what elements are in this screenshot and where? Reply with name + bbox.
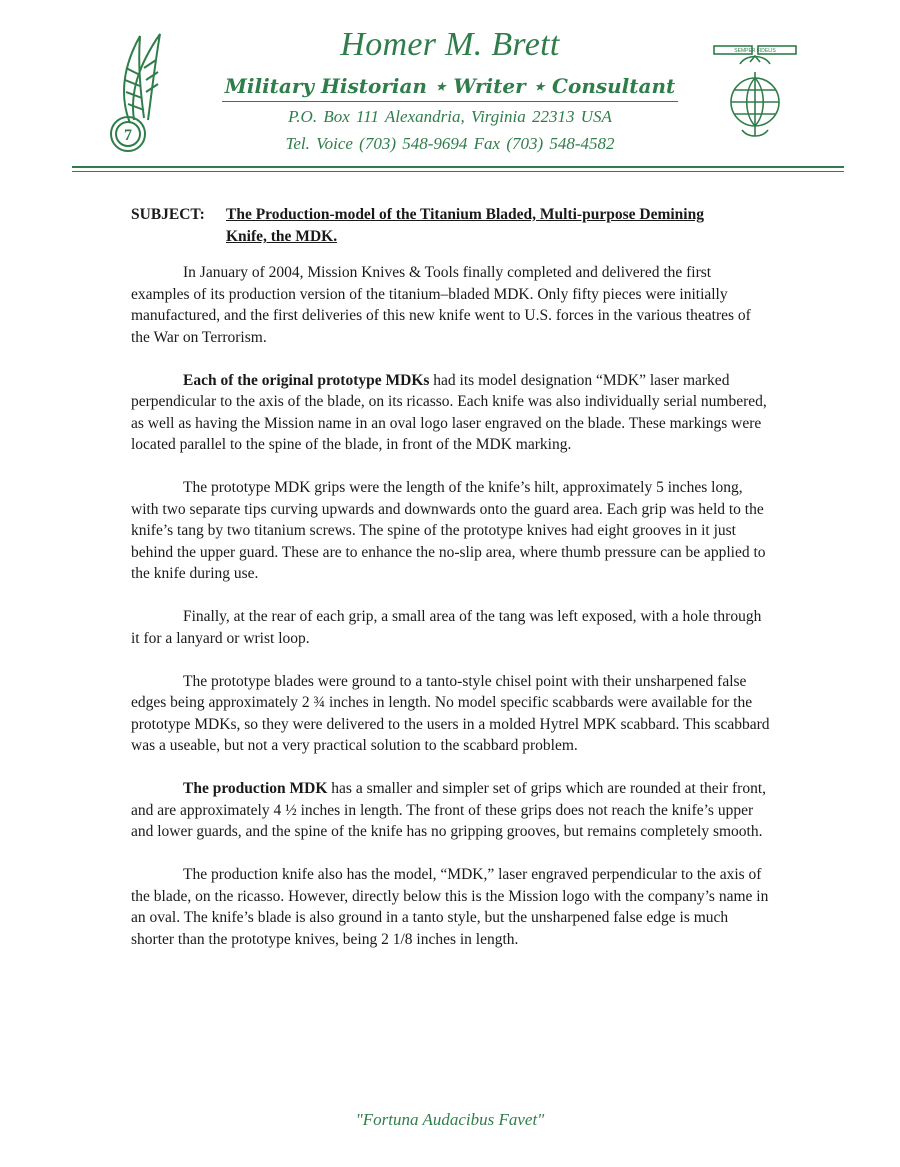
paragraph-text: The prototype blades were ground to a tanto-style chisel point with their unsharpened false edges being approximately 2 ¾ inches in length. No model specific scabbards were available for the prototype MDKs, so they were delivered to the users in a molded Hytrel MPK scabbard. This scabbard was a useable, but not a very practical solution to the scabbard problem.: [131, 672, 770, 754]
paragraph-text: The production knife also has the model, “MDK,” laser engraved perpendicular to the axis of the blade, on the ricasso. However, directly below this is the Mission logo with the company’s name in an oval. The knife’s blade is also ground in a tanto style, but the unsharpened false edge is much shorter than the prototype knives, being 2 1/8 inches in length.: [131, 866, 769, 948]
paragraph-text: In January of 2004, Mission Knives & Tools finally completed and delivered the first examples of its production version of the titanium–bladed MDK. Only fifty pieces were initially manufactured, and the first deliveries of this new knife went to U.S. forces in the various theatres of the War on Terrorism.: [131, 264, 751, 346]
letter-body: [131, 262, 771, 972]
motto-ribbon-text: SEMPER FIDELIS: [734, 48, 776, 54]
paragraph-1: [131, 262, 771, 348]
paragraph-text: The prototype MDK grips were the length of the knife’s hilt, approximately 5 inches long, with two separate tips curving upwards and downwards onto the guard area. Each grip was held to the knife’s tang by two titanium screws. The spine of the prototype knives had eight grooves in it just behind the upper guard. These are to enhance the no-slip area, where thumb pressure can be applied to the knife during use.: [131, 479, 766, 582]
paragraph-text: has a smaller and simpler set of grips which are rounded at their front, and are approximately 4 ½ inches in length. The front of these grips does not reach the knife’s upper and lower guards, and the spine of the knife has no gripping grooves, but remains completely smooth.: [131, 780, 767, 840]
paragraph-4: [131, 606, 771, 649]
paragraph-7: [131, 864, 771, 950]
letterhead-phones: Tel. Voice (703) 548-9694 Fax (703) 548-4582: [285, 134, 615, 153]
letterhead-address: P.O. Box 111 Alexandria, Virginia 22313 USA: [288, 107, 612, 126]
paragraph-lead: The production MDK: [183, 780, 328, 797]
tagline-divider: [222, 101, 678, 102]
header-divider-thin: [72, 171, 844, 172]
paragraph-3: [131, 477, 771, 585]
paragraph-text: Finally, at the rear of each grip, a small area of the tang was left exposed, with a hole through it for a lanyard or wrist loop.: [131, 608, 762, 647]
subject-title: The Production-model of the Titanium Bladed, Multi-purpose Demining Knife, the MDK.: [226, 206, 704, 245]
header-divider: [72, 166, 844, 168]
paragraph-text: had its model designation “MDK” laser marked perpendicular to the axis of the blade, on its ricasso. Each knife was also individually serial numbered, as well as having the Mission name in an oval logo laser engraved on the blade. These markings were located parallel to the spine of the blade, in front of the MDK marking.: [131, 371, 767, 453]
badge-numeral: 7: [124, 127, 132, 144]
footer-motto: "Fortuna Audacibus Favet": [355, 1110, 545, 1129]
paragraph-lead: Each of the original prototype MDKs: [183, 371, 430, 389]
letterhead-tagline: Military Historian ⋆ Writer ⋆ Consultant: [224, 74, 676, 98]
paragraph-6: [131, 778, 771, 843]
letterhead-name: Homer M. Brett: [340, 26, 560, 63]
subject-label: SUBJECT:: [131, 206, 205, 223]
paragraph-5: [131, 671, 771, 757]
paragraph-2: [131, 370, 771, 456]
